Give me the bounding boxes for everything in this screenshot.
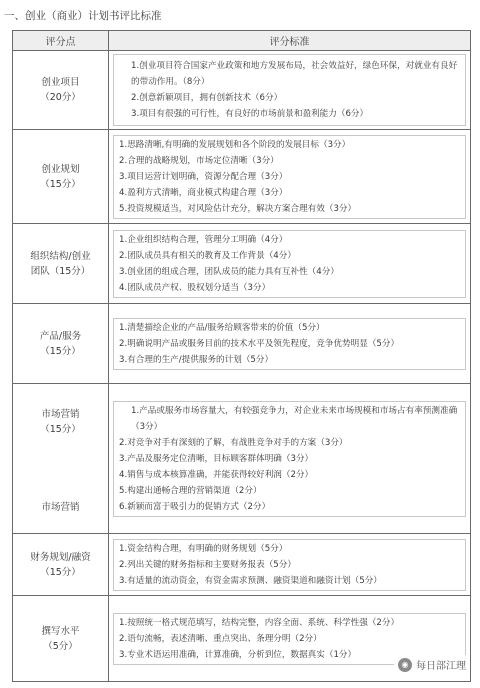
- category-cell: [13, 51, 109, 130]
- criteria-item: 2.创意新颖项目，拥有创新技术（6分）: [131, 93, 283, 103]
- category-cell: [13, 596, 109, 682]
- header-scoring-point: 评分点: [13, 31, 109, 51]
- criteria-item: 1.产品或服务市场容量大，有较强竞争力，对企业未来市场规模和市场占有率预测准确（3分）: [131, 405, 458, 432]
- criteria-item: 3.专业术语运用准确，计算准确，分析到位，数据真实（1分）: [119, 649, 357, 660]
- criteria-item: 2.列出关键的财务指标和主要财务报表（5分）: [119, 559, 296, 570]
- category-score: （5分）: [43, 640, 78, 652]
- category-score: （15分）: [40, 423, 81, 435]
- category-name: 市场营销: [41, 408, 80, 420]
- criteria-item: 3.项目运营计划明确，资源分配合理（3分）: [119, 171, 288, 182]
- category-score: （15分）: [40, 345, 81, 357]
- category-cell: [13, 384, 109, 534]
- category-name: 创业项目: [41, 77, 80, 88]
- criteria-item: 4.团队成员产权、股权划分适当（3分）: [119, 282, 271, 293]
- watermark: [394, 655, 470, 674]
- category-name: 撰写水平: [41, 625, 80, 637]
- criteria-table: [12, 30, 471, 682]
- category-cell: [13, 304, 109, 384]
- criteria-item: 4.销售与成本核算准确，并能获得较好利润（2分）: [119, 469, 314, 480]
- criteria-item: 3.创业团的组成合理，团队成员的能力具有互补性（4分）: [119, 266, 339, 277]
- criteria-item: 5.构建出通畅合理的营销渠道（2分）: [119, 485, 262, 496]
- category-name: 组织结构/创业: [30, 250, 91, 262]
- criteria-item: 1.清楚描绘企业的产品/服务给顾客带来的价值（5分）: [119, 322, 325, 333]
- category-cell: [13, 224, 109, 304]
- table-row: [13, 51, 471, 130]
- criteria-item: 2.明确说明产品或服务目前的技术水平及领先程度，竞争优势明显（5分）: [119, 338, 400, 349]
- criteria-item: 3.项目有很强的可行性，有良好的市场前景和盈利能力（6分）: [131, 109, 369, 119]
- criteria-item: 6.新颖而富于吸引力的促销方式（2分）: [119, 501, 271, 512]
- criteria-cell: [109, 224, 471, 304]
- table-row: [13, 304, 471, 384]
- category-cell: [13, 130, 109, 224]
- category-score: 团队（15分）: [30, 265, 91, 277]
- criteria-item: 2.对竞争对手有深刻的了解，有战胜竞争对手的方案（3分）: [119, 437, 348, 448]
- page-title: 一、创业（商业）计划书评比标准: [4, 10, 162, 22]
- category-name: 创业规划: [41, 163, 80, 175]
- criteria-cell: [109, 51, 471, 130]
- criteria-item: 1.思路清晰,有明确的发展规划和各个阶段的发展目标（3分）: [119, 139, 351, 150]
- criteria-item: 1.资金结构合理，有明确的财务规划（5分）: [119, 543, 288, 554]
- table-row: [13, 384, 471, 534]
- table-row: [13, 534, 471, 596]
- criteria-item: 1.按照统一格式规范填写，结构完整，内容全面、系统、科学性强（2分）: [119, 617, 400, 628]
- table-row: [13, 130, 471, 224]
- category-name: 财务规划/融资: [30, 551, 91, 563]
- criteria-cell: [109, 304, 471, 384]
- wechat-account-icon: ◉: [398, 658, 412, 672]
- criteria-cell: [109, 534, 471, 596]
- criteria-cell: [109, 130, 471, 224]
- criteria-item: 2.合理的战略规划，市场定位清晰（3分）: [119, 155, 279, 166]
- criteria-item: 1.企业组织结构合理，管理分工明确（4分）: [119, 234, 288, 245]
- category-cell: [13, 534, 109, 596]
- criteria-item: 4.盈利方式清晰，商业模式构建合理（3分）: [119, 187, 288, 198]
- criteria-item: 1.创业项目符合国家产业政策和地方发展布局，社会效益好，绿色环保，对就业有良好的带动作用。（8分）: [131, 61, 458, 87]
- criteria-item: 5.投资规模适当，对风险估计充分，解决方案合理有效（3分）: [119, 203, 357, 214]
- criteria-item: 2.团队成员具有相关的教育及工作背景（4分）: [119, 250, 296, 261]
- criteria-item: 2.语句流畅，表述清晰、重点突出、条理分明（2分）: [119, 633, 322, 644]
- criteria-cell: [109, 384, 471, 534]
- category-score: （15分）: [40, 178, 81, 190]
- criteria-item: 3.产品及服务定位清晰，目标顾客群体明确（3分）: [119, 453, 314, 464]
- category-name-repeat: 市场营销: [41, 501, 80, 513]
- criteria-item: 3.有合理的生产/提供服务的计划（5分）: [119, 354, 274, 365]
- header-row: [13, 31, 471, 51]
- category-score: （15分）: [40, 566, 81, 578]
- table-row: [13, 224, 471, 304]
- watermark-text: 每日部江理: [416, 661, 466, 672]
- header-scoring-criteria: 评分标准: [109, 31, 471, 51]
- criteria-item: 3.有适量的流动资金，有资金需求预测、融资渠道和融资计划（5分）: [119, 575, 382, 586]
- category-score: （20分）: [40, 92, 81, 103]
- category-name: 产品/服务: [39, 330, 82, 342]
